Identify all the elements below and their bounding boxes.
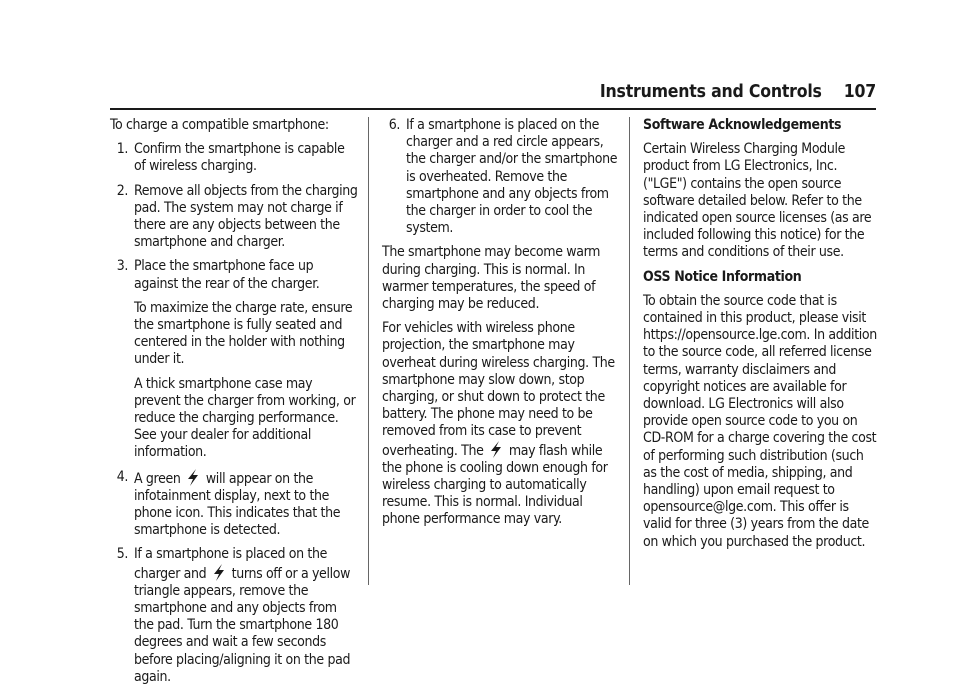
oss-notice-heading: OSS Notice Information bbox=[643, 268, 802, 285]
step-text: will appear on the infotainment display, next to the phone icon. This indicates that the smartphone is detected. bbox=[134, 470, 341, 539]
paragraph-text: may flash while the phone is cooling down enough for wireless charging to automatically resume. This is normal. Individual phone performance may vary. bbox=[382, 442, 608, 528]
step-number: 1. bbox=[116, 141, 128, 158]
step-number: 4. bbox=[116, 468, 128, 485]
step-text: Remove all objects from the charging pad. The system may not charge if there are any objects between the smartphone and charger. bbox=[134, 182, 358, 251]
software-acknowledgements-text: Certain Wireless Charging Module product from LG Electronics, Inc. ("LGE") contains the open source software detailed below. Refer to the indicated open source licenses (as are included following this notice) for the terms and conditions of their use. bbox=[643, 141, 872, 261]
oss-notice-text: To obtain the source code that is contained in this product, please visit https://opensource.lge.com. In addition to the source code, all referred license terms, warranty disclaimers and copyright notices are available for download. LG Electronics will also provide open source code to you on CD-ROM for a charge covering the cost of performing such distribution (such as the cost of media, shipping, and handling) upon email request to opensource@lge.com. This offer is valid for three (3) years from the date on which you purchased the product. bbox=[643, 292, 877, 550]
charge-intro: To charge a compatible smartphone: bbox=[110, 117, 329, 133]
step-6 bbox=[382, 117, 622, 237]
step-note: To maximize the charge rate, ensure the smartphone is fully seated and centered in the holder with nothing under it. bbox=[134, 299, 353, 368]
page-header bbox=[600, 82, 876, 102]
step-number: 5. bbox=[116, 546, 128, 563]
step-text: If a smartphone is placed on the charger and a red circle appears, the charger and/or the smartphone is overheated. Remove the smartphone and any objects from the charger in order to cool the system. bbox=[406, 117, 618, 237]
step-1 bbox=[110, 141, 358, 175]
warm-charging-paragraph: The smartphone may become warm during charging. This is normal. In warmer temperatures, the speed of charging may be reduced. bbox=[382, 244, 601, 313]
step-number: 2. bbox=[116, 182, 128, 199]
section-title: Instruments and Controls bbox=[599, 82, 822, 102]
column-3 bbox=[643, 117, 879, 558]
step-5 bbox=[110, 546, 358, 686]
step-note: A thick smartphone case may prevent the charger from working, or reduce the charging performance. See your dealer for additional information. bbox=[134, 375, 356, 461]
step-3 bbox=[110, 258, 358, 461]
paragraph-text: For vehicles with wireless phone projection, the smartphone may overheat during wireless charging. The smartphone may slow down, stop charging, or shut down to protect the battery. The phone may need to be removed from its case to prevent overheating. The bbox=[382, 320, 615, 459]
lightning-bolt-icon bbox=[489, 441, 503, 458]
column-divider-2 bbox=[629, 117, 630, 585]
column-1 bbox=[110, 117, 358, 693]
step-text: Confirm the smartphone is capable of wireless charging. bbox=[134, 141, 345, 175]
lightning-bolt-icon bbox=[212, 564, 226, 581]
step-2 bbox=[110, 183, 358, 252]
step-number: 6. bbox=[388, 117, 400, 133]
step-4 bbox=[110, 469, 358, 540]
page-number: 107 bbox=[843, 82, 876, 102]
step-text: turns off or a yellow triangle appears, remove the smartphone and any objects from the pad. Turn the smartphone 180 degrees and wait a few seconds before placing/aligning it on the pad again. bbox=[134, 565, 351, 685]
step-text: A green bbox=[134, 470, 181, 487]
column-2 bbox=[382, 117, 622, 536]
step-text: If a smartphone is placed on the charger and bbox=[134, 546, 328, 582]
overheat-paragraph bbox=[382, 320, 622, 528]
column-divider-1 bbox=[368, 117, 369, 585]
software-acknowledgements-heading: Software Acknowledgements bbox=[643, 117, 842, 133]
step-number: 3. bbox=[116, 258, 128, 275]
lightning-bolt-icon bbox=[186, 469, 200, 486]
step-text: Place the smartphone face up against the rear of the charger. bbox=[134, 258, 320, 292]
header-rule bbox=[110, 108, 876, 110]
